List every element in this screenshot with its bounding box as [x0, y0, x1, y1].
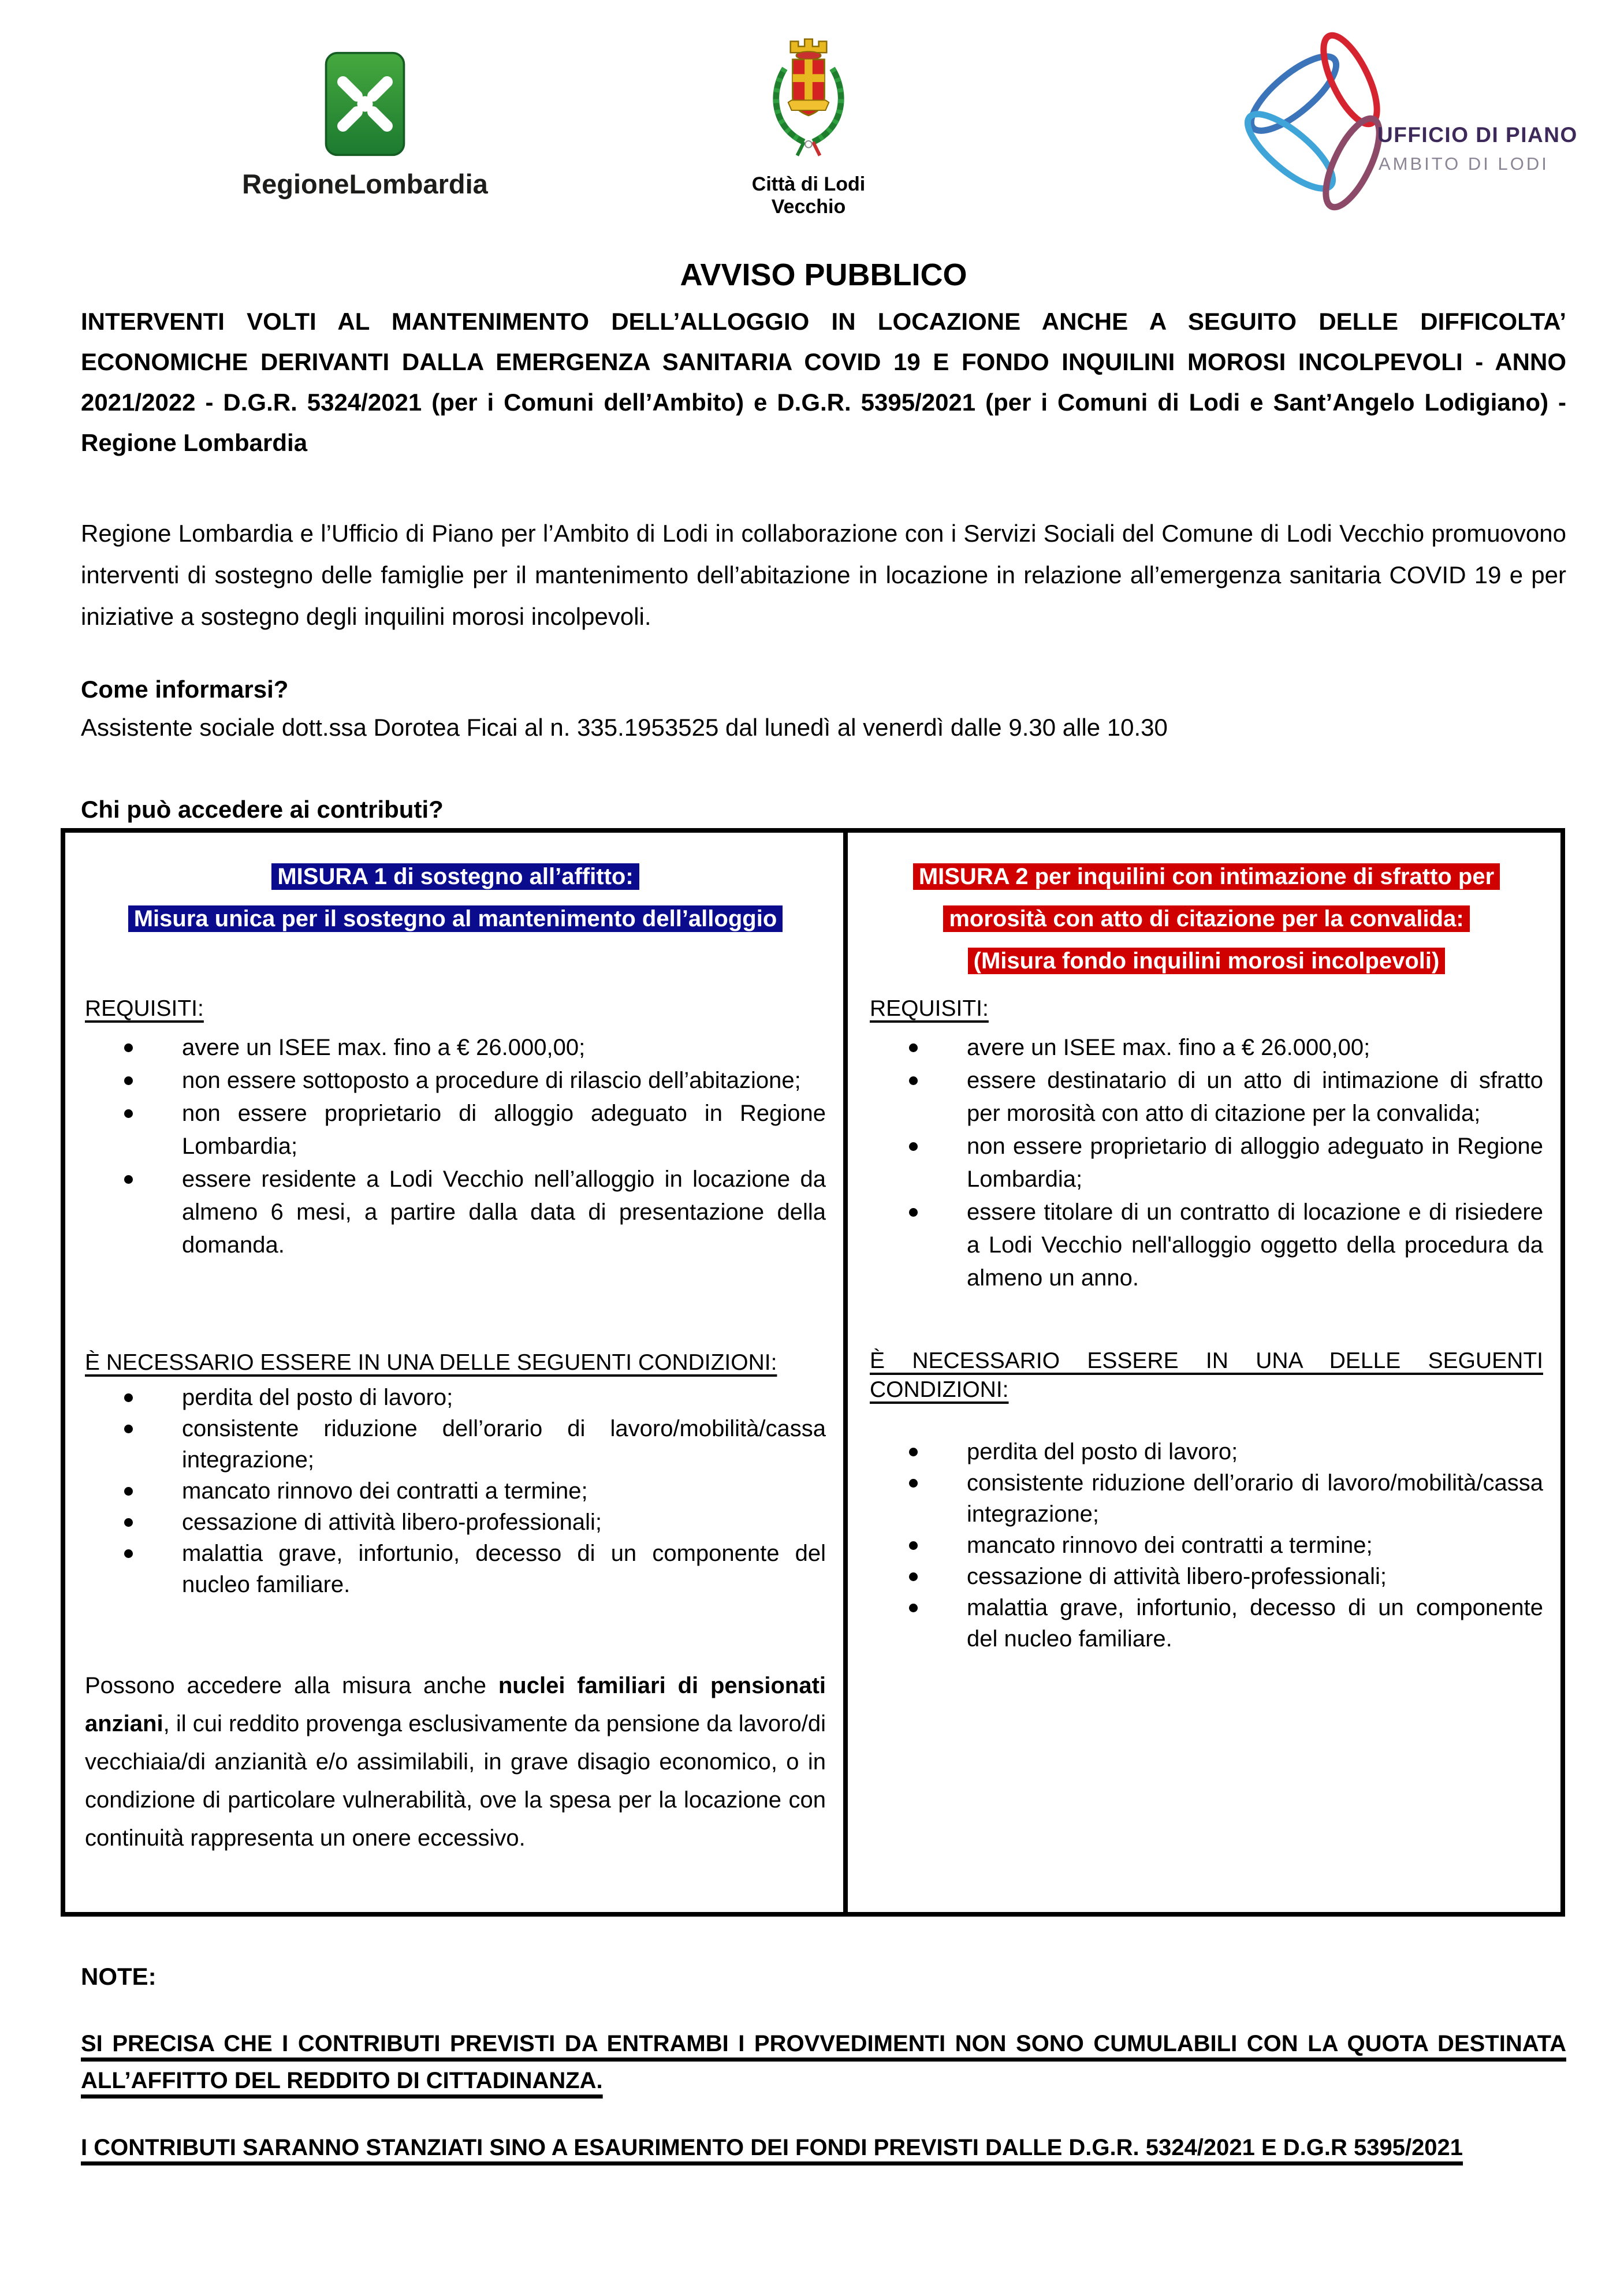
lodi-vecchio-logo — [722, 30, 895, 218]
list-item: avere un ISEE max. fino a € 26.000,00; — [182, 1031, 826, 1064]
lodi-vecchio-caption: Città di Lodi Vecchio — [751, 173, 866, 218]
pensionati-bold: nuclei familiari di pensionati anziani — [85, 1673, 826, 1736]
list-item: avere un ISEE max. fino a € 26.000,00; — [967, 1031, 1543, 1064]
measure1-header-line: Misura unica per il sostegno al mantenimento dell’alloggio — [85, 900, 826, 942]
note-cumulabilita: SI PRECISA CHE I CONTRIBUTI PREVISTI DA ENTRAMBI I PROVVEDIMENTI NON SONO CUMULABILI CON LA QUOTA DESTINATA ALL’AFFITTO DEL REDDITO DI CITTADINANZA. — [81, 2031, 1566, 2093]
list-item: mancato rinnovo dei contratti a termine; — [182, 1475, 826, 1507]
notes-heading: NOTE: — [81, 1963, 157, 1990]
measure1-condizioni-list — [85, 1382, 826, 1600]
list-item: essere titolare di un contratto di locazione e di risiedere a Lodi Vecchio nell'alloggio oggetto della procedura da almeno un anno. — [967, 1196, 1543, 1295]
body-paragraph: Regione Lombardia e l’Ufficio di Piano per l’Ambito di Lodi in collaborazione con i Servizi Sociali del Comune di Lodi Vecchio promuovono interventi di sostegno delle famiglie per il mantenimento dell’abitazione in locazione in relazione all’emergenza sanitaria COVID 19 e per iniziative a sostegno degli inquilini morosi incolpevoli. — [81, 520, 1566, 630]
ribbon-loops-icon — [1237, 29, 1390, 214]
measure2-header-line: morosità con atto di citazione per la convalida: — [870, 900, 1543, 942]
regione-lombardia-logo — [226, 51, 504, 200]
measure2-header — [870, 858, 1543, 994]
measure2-condizioni-list — [870, 1436, 1543, 1654]
list-item: essere residente a Lodi Vecchio nell’alloggio in locazione da almeno 6 mesi, a partire dalla data di presentazione della domanda. — [182, 1163, 826, 1262]
pensionati-post: , il cui reddito provenga esclusivamente da pensione da lavoro/di vecchiaia/di anzianità e/o assimilabili, in grave disagio economico, o in condizione di particolare vulnerabilità, ove la spesa per la locazione con continuità rappresenta un onere eccessivo. — [85, 1711, 826, 1851]
list-item: essere destinatario di un atto di intimazione di sfratto per morosità con atto di citazione per la convalida; — [967, 1064, 1543, 1130]
measure2-requisiti-list — [870, 1031, 1543, 1295]
list-item: malattia grave, infortunio, decesso di un componente del nucleo familiare. — [182, 1538, 826, 1600]
list-item: non essere proprietario di alloggio adeguato in Regione Lombardia; — [182, 1097, 826, 1163]
chi-puo-heading: Chi può accedere ai contributi? — [81, 796, 444, 823]
header — [0, 0, 1624, 248]
measure1-requisiti-list — [85, 1031, 826, 1262]
page-title: AVVISO PUBBLICO — [680, 258, 967, 292]
list-item: non essere proprietario di alloggio adeguato in Regione Lombardia; — [967, 1130, 1543, 1196]
measure2-condizioni-heading: È NECESSARIO ESSERE IN UNA DELLE SEGUENTI CONDIZIONI: — [870, 1348, 1543, 1402]
list-item: cessazione di attività libero-professionali; — [182, 1507, 826, 1538]
list-item: mancato rinnovo dei contratti a termine; — [967, 1530, 1543, 1561]
regione-lombardia-wordmark: RegioneLombardia — [242, 169, 488, 199]
rosa-camuna-icon — [322, 51, 408, 157]
ambito-di-lodi-subtitle: AMBITO DI LODI — [1379, 154, 1549, 174]
measure2-column — [848, 833, 1560, 1912]
measure1-header-line: MISURA 1 di sostegno all’affitto: — [85, 858, 826, 900]
measure2-header-line: (Misura fondo inquilini morosi incolpevoli) — [870, 942, 1543, 985]
list-item: cessazione di attività libero-professionali; — [967, 1561, 1543, 1592]
list-item: non essere sottoposto a procedure di rilascio dell’abitazione; — [182, 1064, 826, 1097]
measure1-condizioni-heading: È NECESSARIO ESSERE IN UNA DELLE SEGUENTI CONDIZIONI: — [85, 1350, 777, 1375]
ufficio-di-piano-logo — [1230, 29, 1600, 219]
ufficio-di-piano-title: UFFICIO DI PIANO — [1377, 123, 1578, 147]
measure1-requisiti-heading: REQUISITI: — [85, 996, 204, 1021]
list-item: consistente riduzione dell’orario di lavoro/mobilità/cassa integrazione; — [182, 1413, 826, 1475]
pensionati-pre: Possono accedere alla misura anche — [85, 1673, 498, 1698]
ufficio-di-piano-icon — [1230, 29, 1600, 219]
measure2-header-line: MISURA 2 per inquilini con intimazione di sfratto per — [870, 858, 1543, 900]
measure2-requisiti-heading: REQUISITI: — [870, 996, 989, 1021]
come-informarsi-heading: Come informarsi? — [81, 676, 289, 703]
lodi-vecchio-coat-of-arms-icon — [762, 30, 855, 166]
list-item: malattia grave, infortunio, decesso di un componente del nucleo familiare. — [967, 1592, 1543, 1654]
list-item: perdita del posto di lavoro; — [967, 1436, 1543, 1467]
list-item: perdita del posto di lavoro; — [182, 1382, 826, 1413]
come-informarsi-body: Assistente sociale dott.ssa Dorotea Ficai al n. 335.1953525 dal lunedì al venerdì dalle 9.30 alle 10.30 — [81, 714, 1168, 741]
list-item: consistente riduzione dell’orario di lavoro/mobilità/cassa integrazione; — [967, 1467, 1543, 1530]
measure1-header — [85, 858, 826, 994]
intro-bold-paragraph: INTERVENTI VOLTI AL MANTENIMENTO DELL’ALLOGGIO IN LOCAZIONE ANCHE A SEGUITO DELLE DIFFICOLTA’ ECONOMICHE DERIVANTI DALLA EMERGENZA SANITARIA COVID 19 E FONDO INQUILINI MOROSI INCOLPEVOLI - ANNO 2021/2022 - D.G.R. 5324/2021 (per i Comuni dell’Ambito) e D.G.R. 5395/2021 (per i Comuni di Lodi e Sant’Angelo Lodigiano) - Regione Lombardia — [81, 308, 1566, 456]
measure1-column — [65, 833, 848, 1912]
measures-table — [61, 828, 1565, 1917]
note-esaurimento: I CONTRIBUTI SARANNO STANZIATI SINO A ESAURIMENTO DEI FONDI PREVISTI DALLE D.G.R. 5324/2021 E D.G.R 5395/2021 — [81, 2135, 1463, 2160]
pensionati-paragraph — [85, 1667, 826, 1857]
